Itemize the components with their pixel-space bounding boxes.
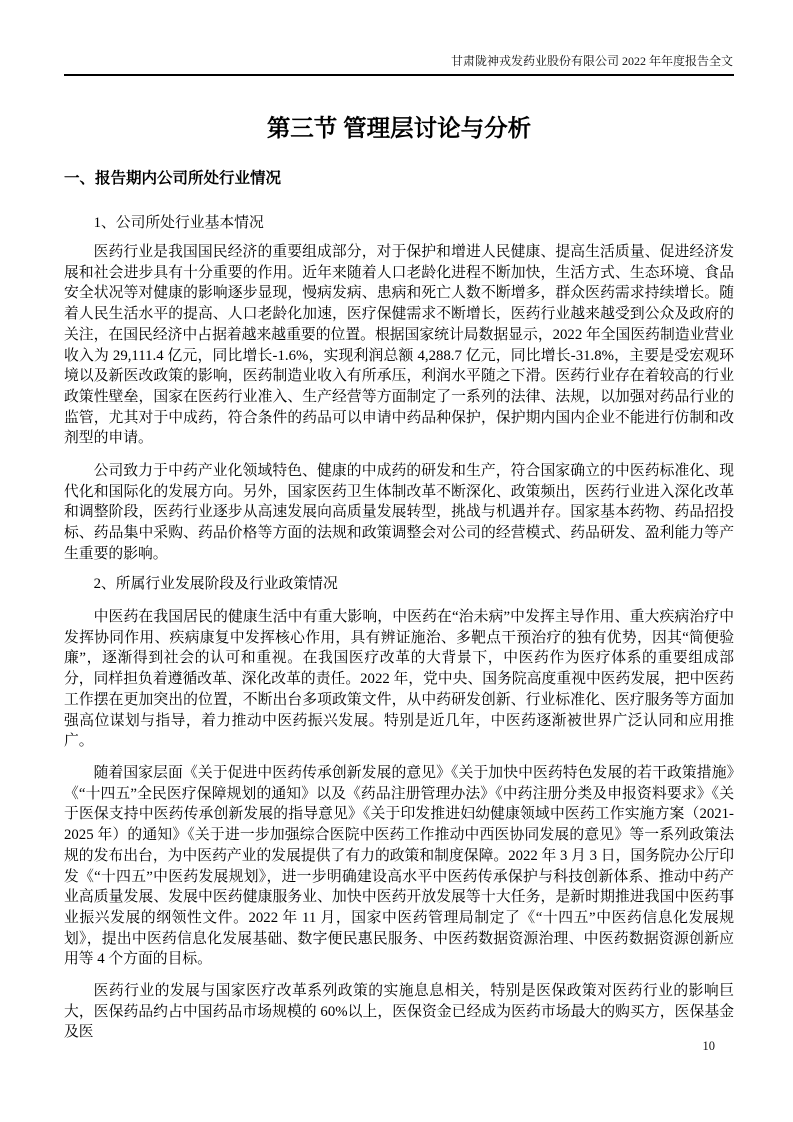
subsection-1-heading: 1、公司所处行业基本情况 <box>93 215 264 231</box>
paragraph-medical-insurance: 医药行业的发展与国家医疗改革系列政策的实施息息相关，特别是医保政策对医药行业的影响巨大，医保药品约占中国药品市场规模的 60%以上，医保资金已经成为医药市场最大的购买方，医保基金及医 <box>64 983 734 1041</box>
paragraph-industry-overview: 医药行业是我国国民经济的重要组成部分，对于保护和增进人民健康、提高生活质量、促进经济发展和社会进步具有十分重要的作用。近年来随着人口老龄化进程不断加快，生活方式、生态环境、食品安全状况等对健康的影响逐步显现，慢病发病、患病和死亡人数不断增多，群众医药需求持续增长。随着人民生活水平的提高、人口老龄化加速，医疗保健需求不断增长，医药行业越来越受到公众及政府的关注，在国民经济中占据着越来越重要的位置。根据国家统计局数据显示，2022 年全国医药制造业营业收入为 29,111.4 亿元，同比增长-1.6%，实现利润总额 4,288.7 亿元，同比增长-31.8%，主要是受宏观环境以及新医改政策的影响，医药制造业收入有所承压，利润水平随之下滑。医药行业存在着较高的行业政策性壁垒，国家在医药行业准入、生产经营等方面制定了一系列的法律、法规，以加强对药品行业的监管，尤其对于中成药，符合条件的药品可以申请中药品种保护，保护期内国内企业不能进行仿制和改剂型的申请。 <box>64 244 734 447</box>
chapter-title: 第三节 管理层讨论与分析 <box>266 116 532 142</box>
page-header-text: 甘肃陇神戎发药业股份有限公司 2022 年年度报告全文 <box>450 54 733 68</box>
header-divider <box>64 74 734 76</box>
page-number: 10 <box>702 1039 715 1053</box>
subsection-2-heading: 2、所属行业发展阶段及行业政策情况 <box>93 576 338 592</box>
section-heading: 一、报告期内公司所处行业情况 <box>64 170 282 187</box>
paragraph-policy-documents: 随着国家层面《关于促进中医药传承创新发展的意见》《关于加快中医药特色发展的若干政策措施》《“十四五”全民医疗保障规划的通知》以及《药品注册管理办法》《中药注册分类及申报资料要求》《关于医保支持中医药传承创新发展的指导意见》《关于印发推进妇幼健康领域中医药工作实施方案（2021-2025 年）的通知》《关于进一步加强综合医院中医药工作推动中西医协同发展的意见》等一系列政策法规的发布出台，为中医药产业的发展提供了有力的政策和制度保障。2022 年 3 月 3 日，国务院办公厅印发《“十四五”中医药发展规划》，进一步明确建设高水平中医药传承保护与科技创新体系、推动中药产业高质量发展、发展中医药健康服务业、加快中医药开放发展等十大任务，是新时期推进我国中医药事业振兴发展的纲领性文件。2022 年 11 月，国家中医药管理局制定了《“十四五”中医药信息化发展规划》，提出中医药信息化发展基础、数字便民惠民服务、中医药数据资源治理、中医药数据资源创新应用等 4 个方面的目标。 <box>64 765 734 968</box>
page-header <box>64 53 733 69</box>
paragraph-tcm-role: 中医药在我国居民的健康生活中有重大影响，中医药在“治未病”中发挥主导作用、重大疾病治疗中发挥协同作用、疾病康复中发挥核心作用，具有辨证施治、多靶点干预治疗的独有优势，因其“简便验廉”，逐渐得到社会的认可和重视。在我国医疗改革的大背景下，中医药作为医疗体系的重要组成部分，同样担负着遵循改革、深化改革的责任。2022 年，党中央、国务院高度重视中医药发展，把中医药工作摆在更加突出的位置，不断出台多项政策文件，从中药研发创新、行业标准化、医疗服务等方面加强高位谋划与指导，着力推动中医药振兴发展。特别是近几年，中医药逐渐被世界广泛认同和应用推广。 <box>64 609 734 750</box>
paragraph-company-focus: 公司致力于中药产业化领域特色、健康的中成药的研发和生产，符合国家确立的中医药标准化、现代化和国际化的发展方向。另外，国家医药卫生体制改革不断深化、政策频出，医药行业进入深化改革和调整阶段，医药行业逐步从高速发展向高质量发展转型，挑战与机遇并存。国家基本药物、药品招投标、药品集中采购、药品价格等方面的法规和政策调整会对公司的经营模式、药品研发、盈利能力等产生重要的影响。 <box>64 463 734 562</box>
